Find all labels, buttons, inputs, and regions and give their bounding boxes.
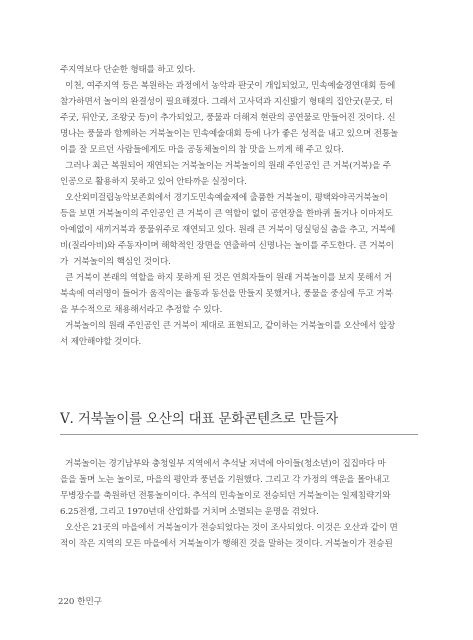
text-line: 서 제안해야할 것이다.	[60, 337, 142, 347]
section-heading: Ⅴ. 거북놀이를 오산의 대표 문화콘텐츠로 만들자	[60, 411, 339, 427]
text-line: 그러나 최근 복원되어 재연되는 거북놀이는 거북놀이의 원래 주인공인 큰 거북(거북)을 주	[60, 161, 391, 171]
text-line: 오산은 21곳의 마을에서 거북놀이가 전승되었다는 것이 조사되었다. 이것은 오산과 같이 면	[60, 523, 398, 533]
body-text-section-1	[60, 62, 420, 350]
text-line: 주지역보다 단순한 형태를 하고 있다.	[60, 65, 196, 75]
text-line: 을을 돌며 노는 놀이로, 마을의 평안과 풍년을 기원했다. 그리고 각 가정의 액운을 몰아내고	[60, 475, 390, 485]
text-line: 등을 보면 거북놀이의 주인공인 큰 거북이 큰 역할이 없이 공연장을 한바퀴 돌거나 이마저도	[60, 209, 393, 219]
text-line: 오산외미걸립농악보존회에서 경기도민속예술제에 출품한 거북놀이, 평택와야곡거북놀이	[60, 193, 388, 203]
body-text-section-2	[60, 456, 420, 552]
heading-underline	[60, 434, 418, 435]
text-line: 아예없이 새끼거북과 풍물위주로 재연되고 있다. 원래 큰 거북이 덩실덩실 춤을 추고, 거북에	[60, 225, 396, 235]
text-line: 을 부수적으로 채용해서라고 추정할 수 있다.	[60, 305, 223, 315]
text-line: 큰 거북이 본래의 역할을 하지 못하게 된 것은 연희자들이 원래 거북놀이를 보지 못해서 거	[60, 273, 393, 283]
text-line: 무병장수를 축원하던 전통놀이이다. 추석의 민속놀이로 전승되던 거북놀이는 일제침략기와	[60, 491, 391, 501]
text-line: 가 거북놀이의 핵심인 것이다.	[60, 257, 171, 267]
text-line: 6.25전쟁, 그리고 1970년대 산업화를 거치며 소멸되는 운명을 겪었다.	[60, 507, 319, 517]
text-line: 비(질라아비)와 주동자이며 해학적인 장면을 연출하여 신명나는 놀이를 주도한다. 큰 거북이	[60, 241, 394, 251]
text-line: 북속에 여러명이 들어가 움직이는 율동과 동선을 만들지 못했거나, 풍물을 중심에 두고 거북	[60, 289, 393, 299]
text-line: 거북놀이의 원래 주인공인 큰 거북이 제대로 표현되고, 같이하는 거북놀이를 오산에서 앞장	[60, 321, 396, 331]
text-line: 적이 작은 지역의 모든 마을에서 거북놀이가 행해진 것을 말하는 것이다. 거북놀이가 전승된	[60, 539, 393, 549]
page-number: 220	[58, 597, 75, 607]
text-line: 거북놀이는 경기남부와 충청일부 지역에서 추석날 저녁에 아이들(청소년)이 집집마다 마	[60, 459, 386, 469]
text-line: 명나는 풍물과 함께하는 거북놀이는 민속예술대회 등에 나가 좋은 성적을 내고 있으며 전통놀	[60, 129, 399, 139]
text-line: 이를 잘 모르던 사람들에게도 마을 공동체놀이의 참 맛을 느끼게 해 주고 있다.	[60, 145, 344, 155]
text-line: 주굿, 뒤안굿, 조왕굿 등)이 추가되었고, 풍물과 더해져 현란의 공연물로 만들어진 것이다. 신	[60, 113, 396, 123]
text-line: 인공으로 활용하지 못하고 있어 안타까운 실정이다.	[60, 177, 247, 187]
text-line: 참가하면서 놀이의 완결성이 필요해졌다. 그래서 고사덕과 지신밟기 형태의 집안굿(문굿, 터	[60, 97, 394, 107]
publication-name: 한민구	[77, 597, 103, 607]
text-line: 이천, 여주지역 등은 복원하는 과정에서 농악과 판굿이 개입되었고, 민속예술경연대회 등에	[60, 81, 396, 91]
page-footer	[58, 595, 102, 607]
